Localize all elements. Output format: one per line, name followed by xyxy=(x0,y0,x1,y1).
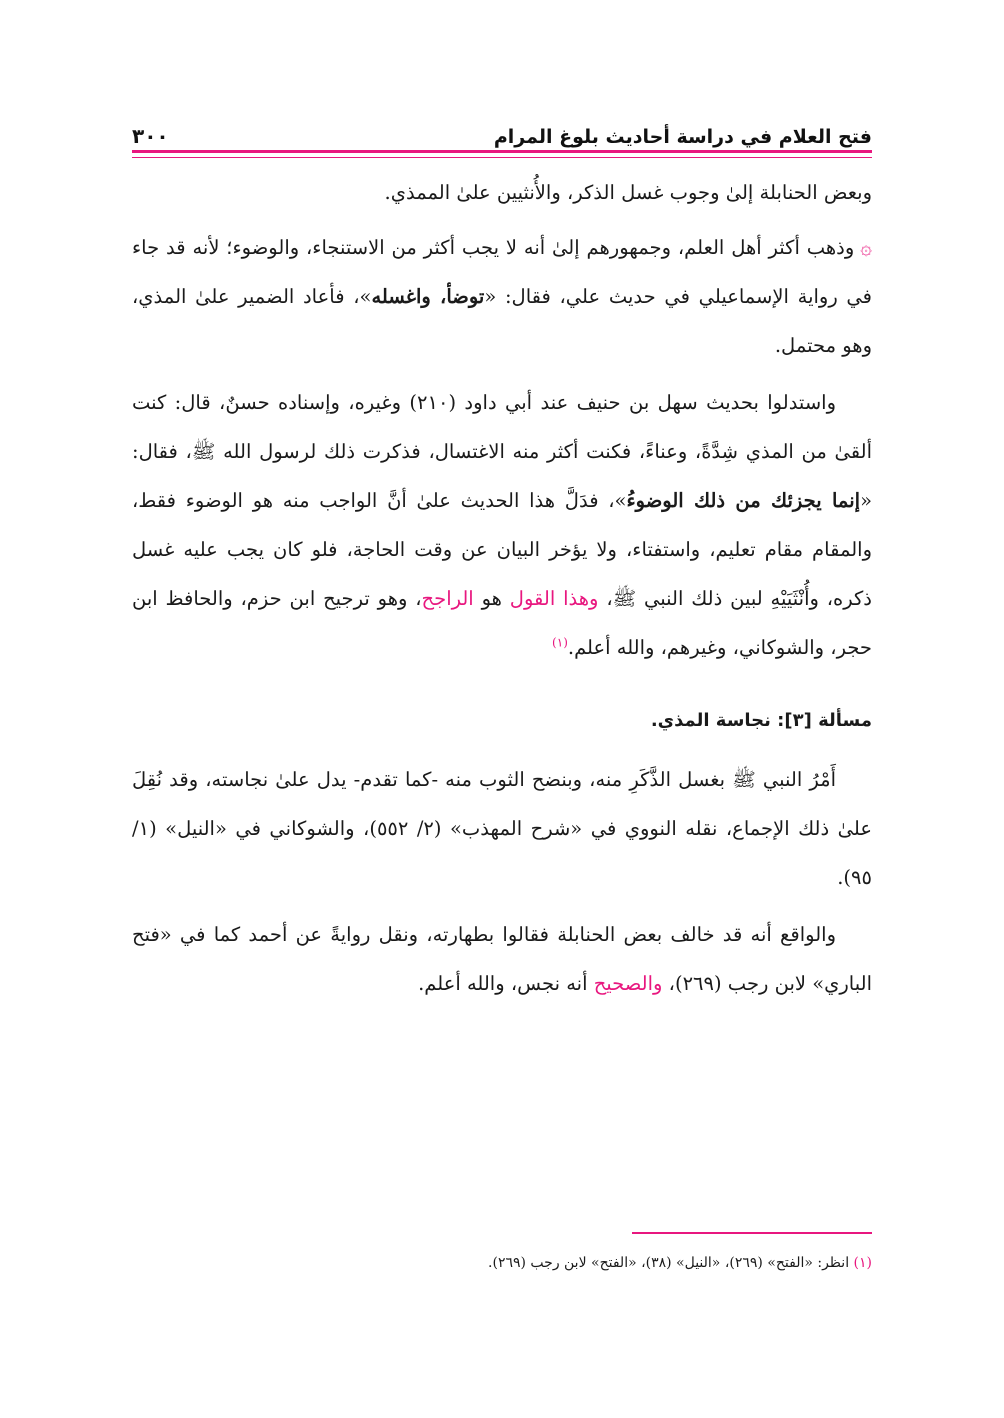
highlight-phrase: وهذا القول xyxy=(509,587,599,610)
paragraph-majority-view: ۞وذهب أكثر أهل العلم، وجمهورهم إلىٰ أنه لا يجب أكثر من الاستنجاء، والوضوء؛ لأنه قد جاء في رواية الإسماعيلي في حديث علي، فقال: «توضأ، واغسله»، فأعاد الضمير علىٰ المذي، وهو محتمل. xyxy=(132,235,873,357)
paragraph-continuation: وبعض الحنابلة إلىٰ وجوب غسل الذكر، والأُنثيين علىٰ الممذي. xyxy=(384,181,872,204)
paragraph-hanbali-view: والواقع أنه قد خالف بعض الحنابلة فقالوا بطهارته، ونقل روايةً عن أحمد كما في «فتح الباري» لابن رجب (٢٦٩)، والصحيح أنه نجس، والله أعلم. xyxy=(132,923,872,995)
flower-ornament-icon: ۞ xyxy=(860,235,872,259)
page-number: ٣٠٠ xyxy=(132,124,169,148)
page-body xyxy=(132,168,872,1008)
running-title: فتح العلام في دراسة أحاديث بلوغ المرام xyxy=(493,126,872,148)
footnote-reference[interactable]: (١) xyxy=(552,635,568,650)
issue-heading: مسألة [٣]: نجاسة المذي. xyxy=(650,710,872,731)
highlight-phrase: والصحيح xyxy=(593,972,663,995)
footnote xyxy=(132,1252,872,1274)
header-rule-thin xyxy=(132,157,872,158)
hadith-quote: توضأ، واغسله xyxy=(371,285,485,308)
highlight-phrase: الراجح xyxy=(421,587,474,610)
footnote-marker: (١) xyxy=(853,1255,872,1271)
header-rule-thick xyxy=(132,150,872,153)
page-header xyxy=(132,112,872,148)
footnote-separator xyxy=(632,1232,872,1234)
hadith-quote: إنما يجزئك من ذلك الوضوءُ xyxy=(626,489,861,512)
footnote-text: انظر: «الفتح» (٢٦٩)، «النيل» (٣٨)، «الفتح» لابن رجب (٢٦٩). xyxy=(488,1255,854,1271)
paragraph-evidence: واستدلوا بحديث سهل بن حنيف عند أبي داود (٢١٠) وغيره، وإسناده حسنٌ، قال: كنت ألقىٰ من المذي شِدَّةً، وعناءً، فكنت أكثر منه الاغتسال، فذكرت ذلك لرسول الله ﷺ، فقال: «إنما يجزئك من ذلك الوضوءُ»، فدَلَّ هذا الحديث علىٰ أنَّ الواجب منه هو الوضوء فقط، والمقام مقام تعليم، واستفتاء، ولا يؤخر البيان عن وقت الحاجة، فلو كان يجب عليه غسل ذكره، وأُنْثَيَيْهِ لبين ذلك النبي ﷺ، وهذا القول هو الراجح، وهو ترجيح ابن حزم، والحافظ ابن حجر، والشوكاني، وغيرهم، والله أعلم.$^{(١)}$ xyxy=(132,391,872,659)
paragraph-impurity: أَمْرُ النبي ﷺ بغسل الذَّكَرِ منه، وبنضح الثوب منه -كما تقدم- يدل علىٰ نجاسته، وقد نُقِلَ علىٰ ذلك الإجماع، نقله النووي في «شرح المهذب» (٢/ ٥٥٢)، والشوكاني في «النيل» (١/ ٩٥). xyxy=(132,768,872,889)
